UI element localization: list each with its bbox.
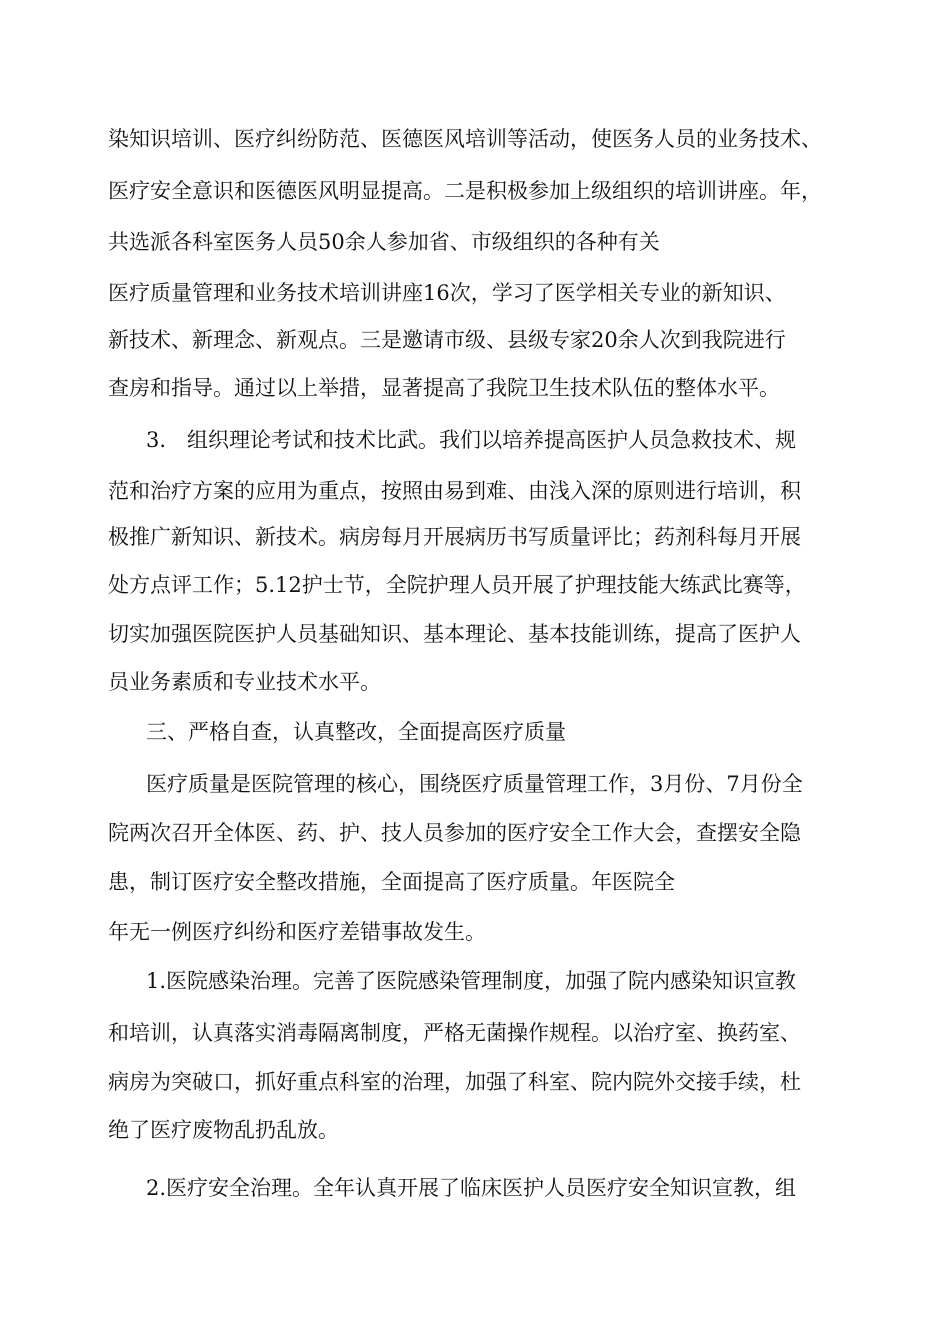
text-line: 2.医疗安全治理。全年认真开展了临床医护人员医疗安全知识宣教，组 xyxy=(146,1176,797,1200)
text-line: 员业务素质和专业技术水平。 xyxy=(108,670,381,694)
text-line: 范和治疗方案的应用为重点，按照由易到难、由浅入深的原则进行培训，积 xyxy=(108,479,801,503)
text-line: 院两次召开全体医、药、护、技人员参加的医疗安全工作大会，查摆安全隐 xyxy=(108,821,801,845)
text-line: 新技术、新理念、新观点。三是邀请市级、县级专家20余人次到我院进行 xyxy=(108,328,786,352)
text-line: 切实加强医院医护人员基础知识、基本理论、基本技能训练，提高了医护人 xyxy=(108,622,801,646)
text-line: 极推广新知识、新技术。病房每月开展病历书写质量评比；药剂科每月开展 xyxy=(108,525,801,549)
text-line: 1.医院感染治理。完善了医院感染管理制度，加强了院内感染知识宣教 xyxy=(146,969,797,993)
text-line: 年无一例医疗纠纷和医疗差错事故发生。 xyxy=(108,920,486,944)
text-line: 医疗安全意识和医德医风明显提高。二是积极参加上级组织的培训讲座。年， xyxy=(108,179,822,203)
text-line: 医疗质量管理和业务技术培训讲座16次，学习了医学相关专业的新知识、 xyxy=(108,281,786,305)
text-line: 染知识培训、医疗纠纷防范、医德医风培训等活动，使医务人员的业务技术、 xyxy=(108,127,822,151)
text-line: 绝了医疗废物乱扔乱放。 xyxy=(108,1118,339,1142)
text-line: 医疗质量是医院管理的核心，围绕医疗质量管理工作，3月份、7月份全 xyxy=(146,772,803,796)
text-line: 查房和指导。通过以上举措，显著提高了我院卫生技术队伍的整体水平。 xyxy=(108,376,780,400)
text-line: 处方点评工作；5.12护士节，全院护理人员开展了护理技能大练武比赛等， xyxy=(108,573,806,597)
text-line: 病房为突破口，抓好重点科室的治理，加强了科室、院内院外交接手续，杜 xyxy=(108,1070,801,1094)
text-line: 患，制订医疗安全整改措施，全面提高了医疗质量。年医院全 xyxy=(108,870,675,894)
text-line: 和培训，认真落实消毒隔离制度，严格无菌操作规程。以治疗室、换药室、 xyxy=(108,1021,801,1045)
text-line: 共选派各科室医务人员50余人参加省、市级组织的各种有关 xyxy=(108,230,660,254)
text-line: 3. 组织理论考试和技术比武。我们以培养提高医护人员急救技术、规 xyxy=(146,428,797,452)
section-heading: 三、严格自查，认真整改，全面提高医疗质量 xyxy=(146,720,566,744)
